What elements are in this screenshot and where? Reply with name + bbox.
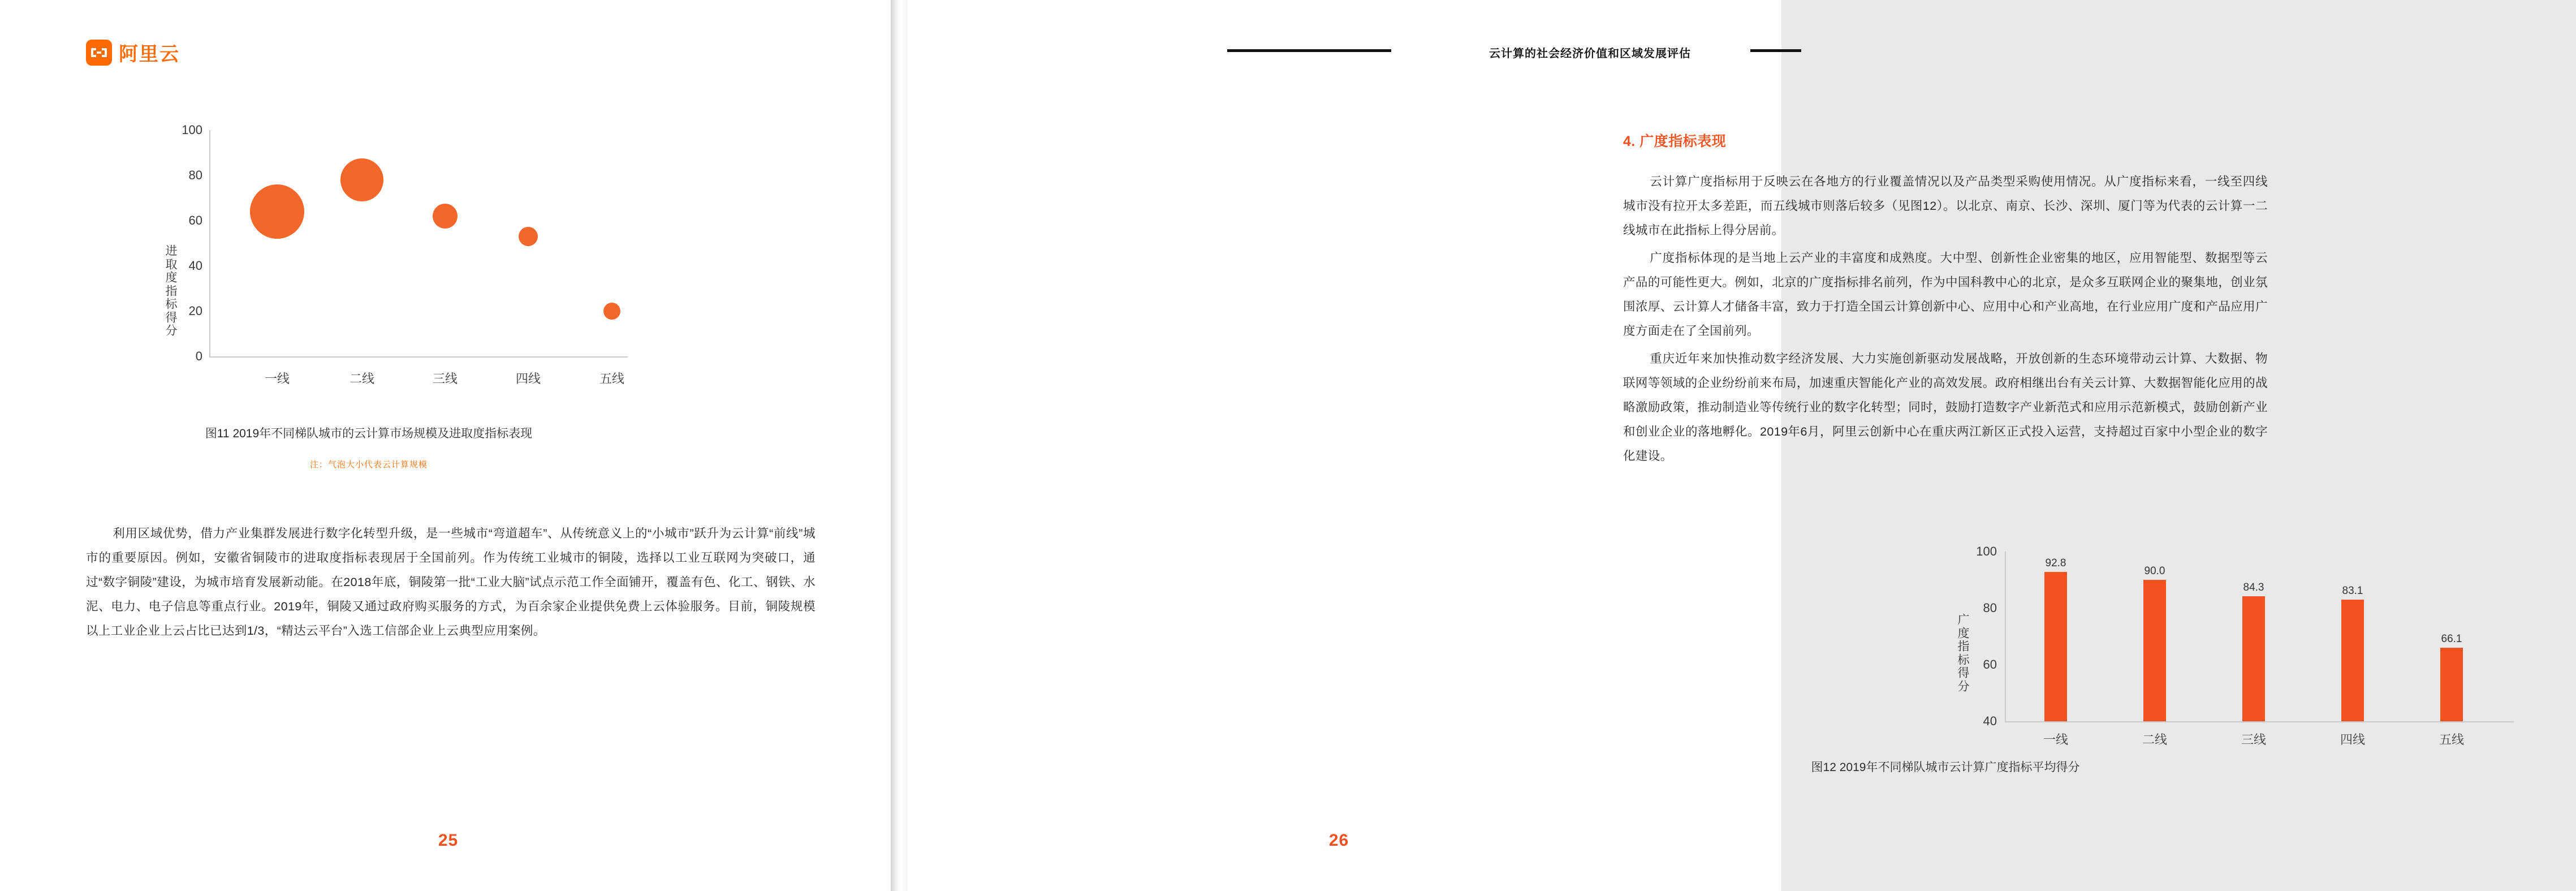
aliyun-cloud-icon bbox=[86, 40, 112, 66]
bar bbox=[2440, 648, 2463, 721]
bubble-chart-xtick: 二线 bbox=[349, 372, 374, 386]
bar-chart bbox=[1943, 540, 2576, 778]
bar-chart-ytick: 40 bbox=[1983, 714, 1997, 728]
bubble-point bbox=[519, 227, 538, 246]
section-title: 4. 广度指标表现 bbox=[1623, 134, 1727, 149]
bar-chart-xtick: 三线 bbox=[2241, 733, 2266, 747]
running-header-title: 云计算的社会经济价值和区域发展评估 bbox=[1489, 48, 1691, 60]
paragraph: 利用区域优势，借力产业集群发展进行数字化转型升级，是一些城市“弯道超车”、从传统意义上的“小城市”跃升为云计算“前线”城市的重要原因。例如，安徽省铜陵市的进取度指标表现居于全国前列。作为传统工业城市的铜陵，选择以工业互联网为突破口，通过“数字铜陵”建设，为城市培育发展新动能。在2018年底，铜陵第一批“工业大脑”试点示范工作全面铺开，覆盖有色、化工、钢铁、水泥、电力、电子信息等重点行业。2019年，铜陵又通过政府购买服务的方式，为百余家企业提供免费上云体验服务。目前，铜陵规模以上工业企业上云占比已达到1/3，“精达云平台”入选工信部企业上云典型应用案例。 bbox=[86, 526, 815, 638]
bubble-chart-xtick: 一线 bbox=[264, 372, 290, 386]
bar-chart-xtick: 五线 bbox=[2439, 733, 2464, 747]
bar-value-label: 92.8 bbox=[2045, 557, 2066, 569]
bubble-chart-xtick: 三线 bbox=[432, 372, 458, 386]
bar bbox=[2044, 572, 2067, 721]
figure-11-note: 注：气泡大小代表云计算规模 bbox=[309, 460, 428, 470]
bubble-chart-ylabel: 进 取 度 指 标 得 分 bbox=[165, 244, 178, 338]
right-page-body bbox=[1623, 170, 2268, 472]
bar-value-label: 90.0 bbox=[2144, 565, 2165, 577]
bubble-point bbox=[433, 204, 458, 229]
bubble-chart-ytick: 60 bbox=[188, 213, 202, 227]
bubble-chart-xtick: 四线 bbox=[515, 372, 541, 386]
bubble-chart-ytick: 0 bbox=[195, 349, 202, 363]
bubble-point bbox=[603, 303, 620, 320]
bubble-chart-xtick: 五线 bbox=[599, 372, 624, 386]
bar-value-label: 83.1 bbox=[2342, 585, 2363, 597]
page-number-right: 26 bbox=[1328, 831, 1349, 850]
bubble-chart-ytick: 20 bbox=[188, 304, 202, 318]
page-right bbox=[896, 0, 2464, 891]
bubble-point bbox=[340, 158, 383, 201]
bubble-chart-y-axis bbox=[209, 130, 210, 356]
paragraph: 云计算广度指标用于反映云在各地方的行业覆盖情况以及产品类型采购使用情况。从广度指标来看，一线至四线城市没有拉开太多差距，而五线城市则落后较多（见图12）。以北京、南京、长沙、深圳、厦门等为代表的云计算一二线城市在此指标上得分居前。 bbox=[1623, 175, 2268, 237]
bar-chart-xtick: 四线 bbox=[2340, 733, 2365, 747]
bar-chart-ytick: 60 bbox=[1983, 657, 1997, 672]
bubble-chart-ytick: 80 bbox=[188, 168, 202, 182]
bar-chart-ytick: 100 bbox=[1976, 544, 1997, 558]
figure-12-caption: 图12 2019年不同梯队城市云计算广度指标平均得分 bbox=[1811, 761, 2080, 774]
running-header bbox=[896, 44, 1781, 60]
page-left bbox=[0, 0, 896, 891]
bar bbox=[2341, 600, 2364, 721]
header-rule-left bbox=[1227, 49, 1391, 52]
left-page-body bbox=[86, 509, 815, 655]
page-number-left: 25 bbox=[438, 831, 459, 850]
bar bbox=[2242, 596, 2265, 721]
paragraph: 重庆近年来加快推动数字经济发展、大力实施创新驱动发展战略，开放创新的生态环境带动云计算、大数据、物联网等领域的企业纷纷前来布局，加速重庆智能化产业的高效发展。政府相继出台有关云计算、大数据智能化应用的战略激励政策，推动制造业等传统行业的数字化转型；同时，鼓励打造数字产业新范式和应用示范新模式，鼓励创新产业和创业企业的落地孵化。2019年6月，阿里云创新中心在重庆两江新区正式投入运营，支持超过百家中小型企业的数字化建设。 bbox=[1623, 352, 2268, 463]
bubble-point bbox=[250, 184, 304, 239]
header-rule-right bbox=[1750, 49, 1801, 52]
brand-logo bbox=[86, 38, 180, 66]
bubble-chart-ytick: 100 bbox=[182, 123, 202, 137]
bar-chart-xtick: 二线 bbox=[2142, 733, 2167, 747]
bubble-chart bbox=[165, 122, 679, 393]
bar bbox=[2143, 580, 2166, 721]
bar-chart-xtick: 一线 bbox=[2043, 733, 2068, 747]
bubble-chart-ytick: 40 bbox=[188, 259, 202, 273]
bubble-chart-x-axis bbox=[209, 356, 628, 358]
bar-chart-ytick: 80 bbox=[1983, 601, 1997, 615]
bar-chart-ylabel: 广 度 指 标 得 分 bbox=[1957, 613, 1970, 694]
bar-value-label: 84.3 bbox=[2243, 582, 2264, 593]
bar-chart-x-axis bbox=[2005, 721, 2514, 722]
bar-value-label: 66.1 bbox=[2441, 633, 2462, 645]
figure-11-caption: 图11 2019年不同梯队城市的云计算市场规模及进取度指标表现 bbox=[205, 427, 533, 440]
paragraph: 广度指标体现的是当地上云产业的丰富度和成熟度。大中型、创新性企业密集的地区，应用智能型、数据型等云产品的可能性更大。例如，北京的广度指标排名前列，作为中国科教中心的北京，是众多互联网企业的聚集地，创业氛围浓厚、云计算人才储备丰富，致力于打造全国云计算创新中心、应用中心和产业高地，在行业应用广度和产品应用广度方面走在了全国前列。 bbox=[1623, 251, 2268, 338]
brand-logo-text: 阿里云 bbox=[119, 43, 180, 66]
